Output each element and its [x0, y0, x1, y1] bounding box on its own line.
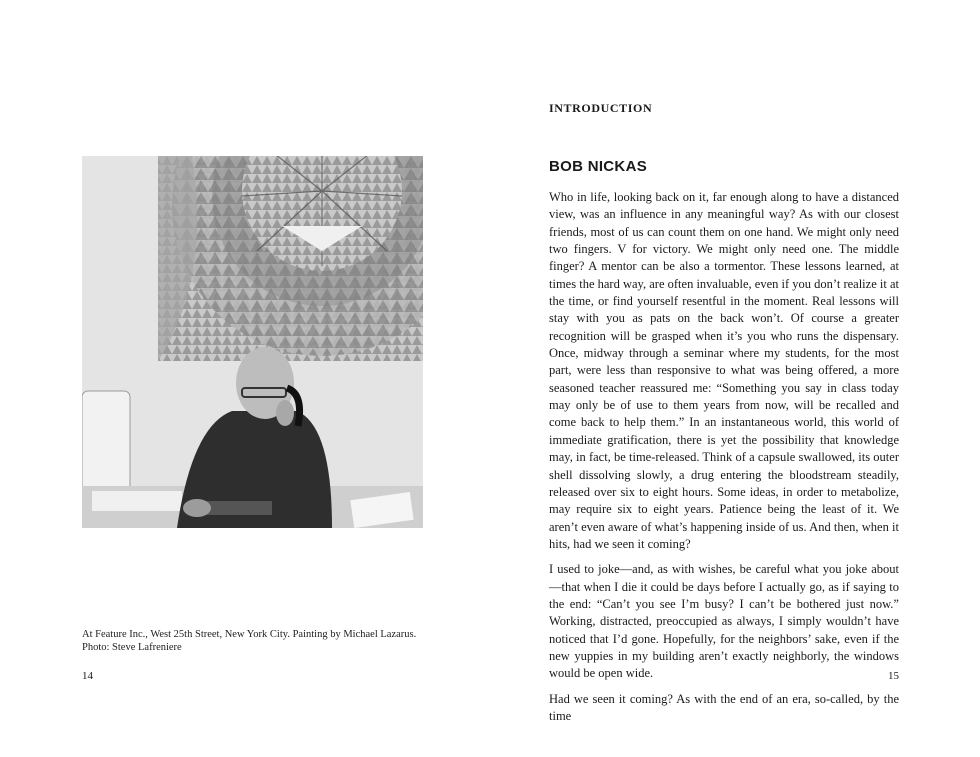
body-text — [549, 189, 899, 733]
photo-illustration — [82, 156, 423, 528]
caption-credit: Photo: Steve Lafreniere — [82, 642, 182, 653]
page-number-left: 14 — [82, 670, 93, 682]
photograph — [82, 156, 423, 528]
author-name: BOB NICKAS — [549, 158, 648, 175]
caption-line: At Feature Inc., West 25th Street, New York City. Painting by Michael Lazarus. — [82, 629, 417, 640]
paragraph: Who in life, looking back on it, far enough along to have a distanced view, was an influence in any meaningful way? As with our closest friends, most of us can count them on one hand. We might only need two fingers. V for victory. We might only need one. The middle finger? A mentor can be also a tormentor. These lessons learned, at times the hard way, are often invaluable, even if you don’t realize it at the time, or find yourself resentful in the moment. Real lessons will stay with you as pats on the back won’t. Of course a greater recognition will be grasped when it’s you who runs the dispensary. Once, midway through a seminar where my students, for the most part, were less than responsive to what was being offered, a more seasoned teacher reassured me: “Something you say in class today may only be of use to them years from now, will be recalled and come back to help them.” In an instantaneous world, this world of immediate gratification, there is yet the possibility that knowledge may, in fact, be time-released. Think of a capsule swallowed, its outer shell dissolving slowly, a drug entering the bloodstream steadily, released over six to eight hours. Some ideas, in order to metabolize, may require six to eight years. Patience being the least of it. We aren’t even aware of what’s happening inside of us. And then, when it hits, had we seen it coming? — [549, 190, 899, 551]
photo-caption — [82, 628, 442, 654]
section-heading: INTRODUCTION — [549, 101, 653, 115]
paragraph: I used to joke—and, as with wishes, be careful what you joke about—that when I die it could be days before I actually go, as if saying to the end: “Can’t you see I’m busy? I can’t be bothered just now.” Working, distracted, preoccupied as always, I simply wouldn’t have noticed that I’d gone. Hopefully, for the neighbors’ sake, even if the new yuppies in my building aren’t exactly neighborly, the windows would be open wide. — [549, 562, 899, 681]
page-number-right: 15 — [888, 670, 899, 682]
paragraph: Had we seen it coming? As with the end of an era, so-called, by the time — [549, 691, 899, 723]
